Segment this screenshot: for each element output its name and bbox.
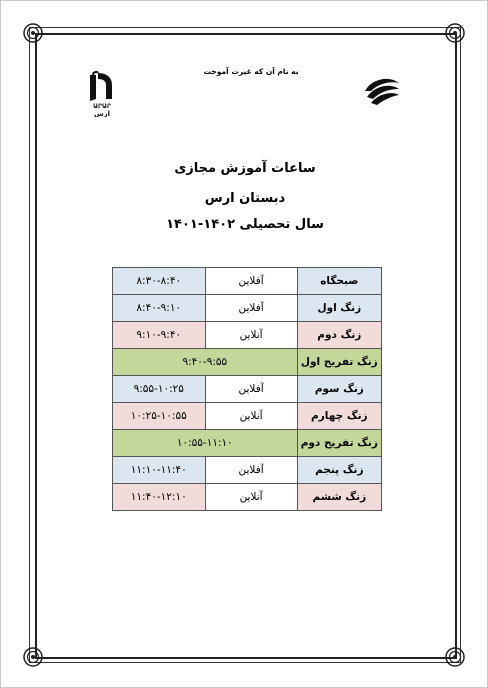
- corner-ornament-icon: [22, 646, 44, 668]
- period-time: ۹:۱۰-۹:۴۰: [113, 322, 206, 349]
- table-row: [113, 484, 382, 511]
- table-row: [113, 268, 382, 295]
- period-mode: آفلاین: [205, 295, 297, 322]
- table-row: [113, 457, 382, 484]
- period-name: زنگ سوم: [297, 376, 381, 403]
- document-title: ساعات آموزش مجازی: [174, 161, 316, 176]
- period-mode: آنلاین: [205, 322, 297, 349]
- period-name: زنگ تفریح اول: [297, 349, 381, 376]
- svg-text:ارس: ارس: [93, 110, 111, 117]
- period-mode: آنلاین: [205, 403, 297, 430]
- period-name: زنگ اول: [297, 295, 381, 322]
- svg-text:ԱՐԱՐ: ԱՐԱՐ: [93, 103, 111, 110]
- period-name: زنگ پنجم: [297, 457, 381, 484]
- table-row: [113, 376, 382, 403]
- period-time: ۱۰:۲۵-۱۰:۵۵: [113, 403, 206, 430]
- school-logo-icon: [84, 71, 120, 117]
- header-invocation: به نام آن که غیرت آموخت: [203, 67, 299, 76]
- period-name: زنگ ششم: [297, 484, 381, 511]
- period-mode: آفلاین: [205, 268, 297, 295]
- brand-logo-icon: [361, 77, 403, 107]
- period-name: زنگ چهارم: [297, 403, 381, 430]
- period-mode: آنلاین: [205, 484, 297, 511]
- period-time: ۱۱:۴۰-۱۲:۱۰: [113, 484, 206, 511]
- table-row-break: [113, 349, 382, 376]
- table-row: [113, 403, 382, 430]
- period-name: زنگ تفریح دوم: [297, 430, 381, 457]
- table-row: [113, 322, 382, 349]
- schedule-table: [112, 267, 382, 511]
- period-time: ۹:۴۰-۹:۵۵: [113, 349, 298, 376]
- period-mode: آفلاین: [205, 376, 297, 403]
- corner-ornament-icon: [444, 646, 466, 668]
- period-time: ۸:۴۰-۹:۱۰: [113, 295, 206, 322]
- corner-ornament-icon: [22, 22, 44, 44]
- period-name: صبحگاه: [297, 268, 381, 295]
- academic-year: سال تحصیلی ۱۴۰۲-۱۴۰۱: [166, 217, 324, 232]
- period-time: ۹:۵۵-۱۰:۲۵: [113, 376, 206, 403]
- period-time: ۸:۳۰-۸:۴۰: [113, 268, 206, 295]
- corner-ornament-icon: [444, 22, 466, 44]
- period-name: زنگ دوم: [297, 322, 381, 349]
- table-row: [113, 295, 382, 322]
- period-time: ۱۱:۱۰-۱۱:۴۰: [113, 457, 206, 484]
- school-name: دبستان ارس: [204, 191, 286, 206]
- table-row-break: [113, 430, 382, 457]
- period-time: ۱۰:۵۵-۱۱:۱۰: [113, 430, 298, 457]
- period-mode: آفلاین: [205, 457, 297, 484]
